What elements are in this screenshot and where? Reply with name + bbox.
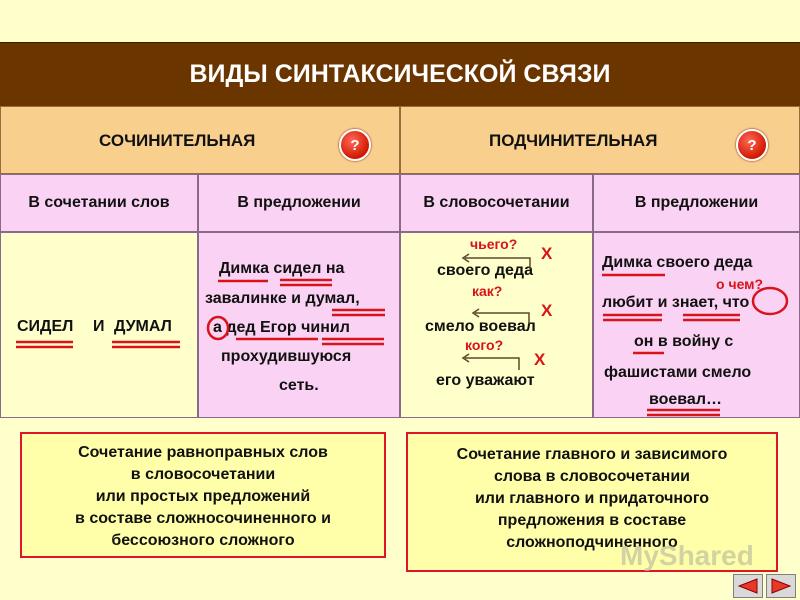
definition-line: сложноподчиненного xyxy=(506,534,678,551)
header-word-combination xyxy=(0,174,198,232)
question-label: кого? xyxy=(465,337,504,353)
cell-c4-line: любит и знает, что xyxy=(602,294,750,311)
question-mark-icon: ? xyxy=(350,136,360,154)
watermark-text: MyShared xyxy=(620,540,754,571)
phrase-text: смело воевал xyxy=(425,318,536,335)
definition-line: Сочетание равноправных слов xyxy=(78,444,328,461)
definition-line: в словосочетании xyxy=(130,466,276,483)
definition-coordinating xyxy=(20,432,386,558)
header-phrase xyxy=(400,174,593,232)
definition-line: бессоюзного сложного xyxy=(111,532,295,549)
next-slide-button[interactable] xyxy=(766,574,796,598)
page-title-text: ВИДЫ СИНТАКСИЧЕСКОЙ СВЯЗИ xyxy=(189,60,611,88)
question-label: как? xyxy=(472,283,503,299)
definition-line: или простых предложений xyxy=(95,488,311,505)
watermark xyxy=(620,540,754,572)
band-subordinating xyxy=(400,106,800,174)
question-mark-icon: ? xyxy=(747,136,757,154)
cell-c4-line: воевал… xyxy=(649,391,722,408)
cross-mark-icon: Х xyxy=(541,301,553,320)
header-text: В словосочетании xyxy=(423,194,570,211)
cell-c4-line: фашистами смело xyxy=(604,364,752,381)
cell-c1-conj: И xyxy=(93,318,105,335)
cell-c2-line: прохудившуюся xyxy=(221,348,352,365)
header-text: В предложении xyxy=(237,194,361,211)
prev-slide-button[interactable] xyxy=(733,574,763,598)
header-sentence-1 xyxy=(198,174,400,232)
cell-c4-line: Димка своего деда xyxy=(602,254,753,271)
cell-coord-sentence xyxy=(198,232,400,418)
question-label: чьего? xyxy=(470,236,518,252)
cell-coord-words xyxy=(0,232,198,418)
definition-line: в составе сложносочиненного и xyxy=(75,510,331,527)
phrase-text: своего деда xyxy=(437,262,533,279)
band-coordinating-label: СОЧИНИТЕЛЬНАЯ xyxy=(99,131,256,150)
cell-c1-word2: ДУМАЛ xyxy=(114,318,172,335)
cell-sub-sentence xyxy=(593,232,800,418)
triangle-right-icon xyxy=(770,578,792,594)
question-button-coordinating[interactable] xyxy=(339,129,371,161)
cell-c2-line: сеть. xyxy=(279,377,319,394)
cell-c2-line: завалинке и думал, xyxy=(205,290,360,307)
header-text: В предложении xyxy=(634,194,759,211)
definition-line: или главного и придаточного xyxy=(474,490,710,507)
cell-c4-line: он в войну с xyxy=(634,333,734,350)
triangle-left-icon xyxy=(737,578,759,594)
cell-sub-phrase xyxy=(400,232,593,418)
definition-line: предложения в составе xyxy=(497,512,687,529)
question-label: о чем? xyxy=(716,276,764,292)
phrase-text: его уважают xyxy=(436,372,535,389)
cross-mark-icon: Х xyxy=(534,350,546,369)
band-coordinating xyxy=(0,106,400,174)
page-title xyxy=(0,42,800,106)
definition-line: Сочетание главного и зависимого xyxy=(456,446,728,463)
cell-c1-word1: СИДЕЛ xyxy=(17,318,74,335)
header-text: В сочетании слов xyxy=(28,194,170,211)
definition-line: слова в словосочетании xyxy=(493,468,690,485)
band-subordinating-label: ПОДЧИНИТЕЛЬНАЯ xyxy=(489,131,658,150)
cell-c2-line: а дед Егор чинил xyxy=(213,319,350,336)
cell-c2-line: Димка сидел на xyxy=(219,260,345,277)
cross-mark-icon: Х xyxy=(541,244,553,263)
header-sentence-2 xyxy=(593,174,800,232)
question-button-subordinating[interactable] xyxy=(736,129,768,161)
